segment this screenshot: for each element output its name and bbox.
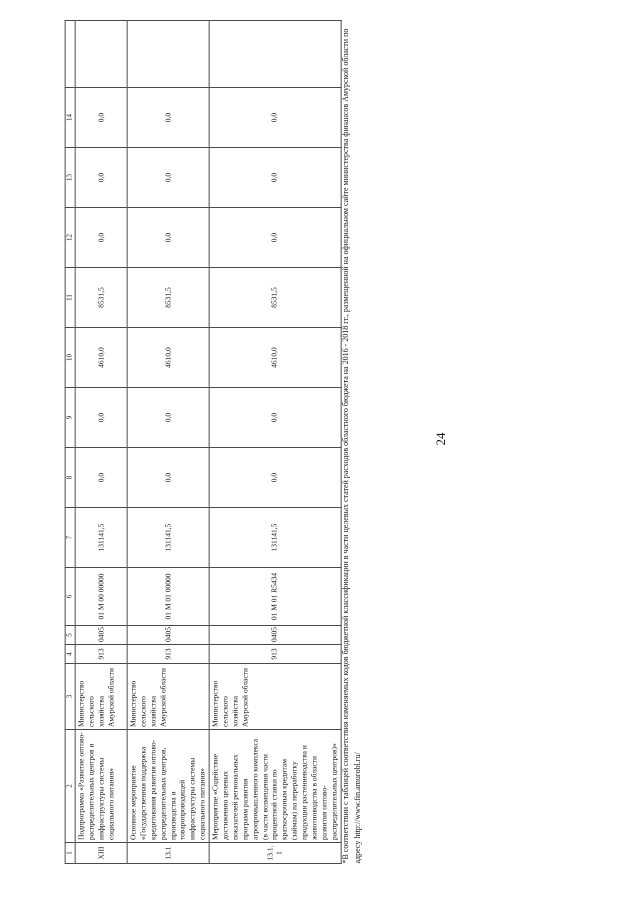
page-number: 24	[433, 432, 448, 446]
row-name: Подпрограмма «Развитие оптово-распределительных центров и инфраструктуры системы социального питания»	[75, 729, 127, 842]
row-value-7: 131141,5	[209, 507, 341, 567]
row-rzpr: 0405	[127, 625, 209, 644]
budget-table	[65, 20, 342, 864]
row-value-9: 0,0	[209, 387, 341, 447]
row-code: 13.1	[127, 842, 209, 863]
column-number-row	[65, 20, 75, 863]
row-code: XIII	[75, 842, 127, 863]
row-value-10: 4610,0	[209, 327, 341, 387]
row-value-8: 0,0	[209, 447, 341, 507]
row-value-14: 0,0	[209, 87, 341, 147]
column-number	[65, 20, 75, 87]
table-row	[209, 20, 341, 863]
row-name: Основное мероприятие «Государственная поддержка кредитования развития оптово-распределительных центров, производства и товаропроводящей инфраструктуры системы социального питания»	[127, 729, 209, 842]
row-value-10: 4610,0	[127, 327, 209, 387]
row-empty-cell	[127, 20, 209, 87]
row-grbs: 913	[75, 644, 127, 663]
row-ministry: Министерство сельского хозяйства Амурской области	[75, 663, 127, 729]
row-ministry: Министерство сельского хозяйства Амурской области	[127, 663, 209, 729]
column-number: 10	[65, 327, 75, 387]
row-value-11: 8531,5	[209, 267, 341, 327]
column-number: 11	[65, 267, 75, 327]
row-value-12: 0,0	[127, 207, 209, 267]
row-rzpr: 0405	[209, 625, 341, 644]
footnote-text: *В соответствии с таблицей соответствия изменяемых кодов бюджетной классификации в части целевых статей расходов областного бюджета на 2016 - 2018 гг., размещенной на официальном сайте министерства финансов Амурской области по адресу http://www.fin.amurobl.ru/	[341, 28, 362, 863]
table-row	[127, 20, 209, 863]
column-number: 7	[65, 507, 75, 567]
row-value-13: 0,0	[75, 147, 127, 207]
row-rzpr: 0405	[75, 625, 127, 644]
row-value-12: 0,0	[75, 207, 127, 267]
row-value-8: 0,0	[127, 447, 209, 507]
row-value-8: 0,0	[75, 447, 127, 507]
row-value-12: 0,0	[209, 207, 341, 267]
column-number: 12	[65, 207, 75, 267]
row-value-7: 131141,5	[75, 507, 127, 567]
row-empty-cell	[75, 20, 127, 87]
row-value-14: 0,0	[75, 87, 127, 147]
column-number: 8	[65, 447, 75, 507]
row-csr: 01 М 01 00000	[127, 567, 209, 625]
column-number: 4	[65, 644, 75, 663]
row-csr: 01 М 00 00000	[75, 567, 127, 625]
row-value-11: 8531,5	[127, 267, 209, 327]
row-value-13: 0,0	[127, 147, 209, 207]
footnote	[333, 20, 371, 863]
row-code: 13.1.1	[209, 842, 341, 863]
row-value-7: 131141,5	[127, 507, 209, 567]
row-value-9: 0,0	[75, 387, 127, 447]
row-value-13: 0,0	[209, 147, 341, 207]
column-number: 6	[65, 567, 75, 625]
column-number: 3	[65, 663, 75, 729]
column-number: 1	[65, 842, 75, 863]
budget-table-container	[65, 20, 339, 863]
row-value-10: 4610,0	[75, 327, 127, 387]
row-grbs: 913	[209, 644, 341, 663]
column-number: 14	[65, 87, 75, 147]
column-number: 2	[65, 729, 75, 842]
row-name: Мероприятие «Содействие достижению целевых показателей региональных программ развития агропромышленного комплекса (в части возмещения части процентной ставки по краткосрочным кредитам (займам) на переработку продукции растениеводства и животноводства в области развития оптово-распределительных центров)»	[209, 729, 341, 842]
row-ministry: Министерство сельского хозяйства Амурской области	[209, 663, 341, 729]
row-grbs: 913	[127, 644, 209, 663]
row-csr: 01 М 01 R5434	[209, 567, 341, 625]
column-number: 5	[65, 625, 75, 644]
row-value-11: 8531,5	[75, 267, 127, 327]
row-value-14: 0,0	[127, 87, 209, 147]
column-number: 13	[65, 147, 75, 207]
row-value-9: 0,0	[127, 387, 209, 447]
column-number: 9	[65, 387, 75, 447]
table-row	[75, 20, 127, 863]
row-empty-cell	[209, 20, 341, 87]
